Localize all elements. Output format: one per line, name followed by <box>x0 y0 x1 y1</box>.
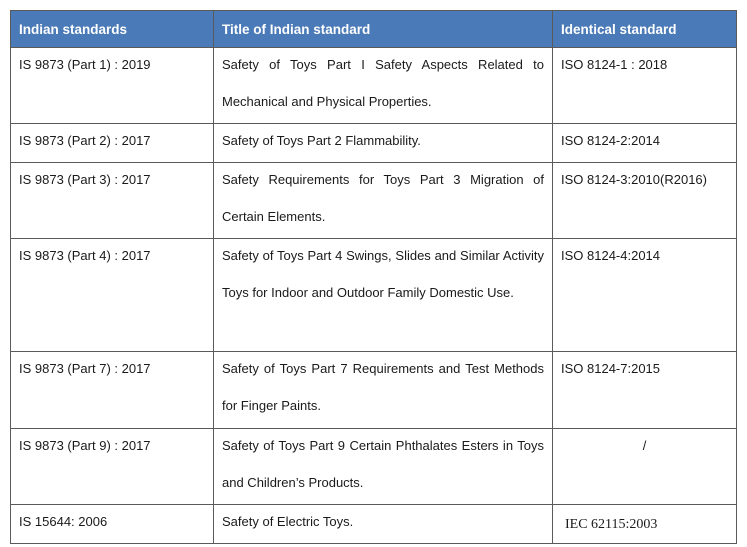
table-header <box>11 11 737 48</box>
cell-indian-standard <box>11 48 214 124</box>
cell-identical-standard <box>553 505 737 544</box>
cell-title <box>214 163 553 239</box>
title-text: Safety of Toys Part 9 Certain Phthalates Esters in Toys and Children’s Products. <box>222 438 544 490</box>
cell-indian-standard <box>11 239 214 352</box>
cell-identical-standard <box>553 352 737 429</box>
table-row <box>11 48 737 124</box>
cell-identical-standard <box>553 48 737 124</box>
cell-indian-standard <box>11 124 214 163</box>
cell-identical-standard <box>553 124 737 163</box>
indian-standard-text: IS 9873 (Part 9) : 2017 <box>19 438 151 453</box>
table-row <box>11 239 737 352</box>
cell-title <box>214 239 553 352</box>
table-row <box>11 163 737 239</box>
title-text: Safety of Toys Part 7 Requirements and Test Methods for Finger Paints. <box>222 361 544 413</box>
indian-standard-text: IS 9873 (Part 7) : 2017 <box>19 361 151 376</box>
cell-title <box>214 48 553 124</box>
identical-standard-text: ISO 8124-7:2015 <box>561 361 661 376</box>
cell-indian-standard <box>11 505 214 544</box>
cell-indian-standard <box>11 163 214 239</box>
title-text: Safety of Toys Part 4 Swings, Slides and Similar Activity Toys for Indoor and Outdoor Family Domestic Use. <box>222 248 544 300</box>
table-row <box>11 505 737 544</box>
header-title-of-indian-standard: Title of Indian standard <box>214 11 553 48</box>
indian-standard-text: IS 9873 (Part 4) : 2017 <box>19 248 151 263</box>
table-row <box>11 124 737 163</box>
identical-standard-text: IEC 62115:2003 <box>565 517 658 532</box>
table-body <box>11 48 737 544</box>
cell-indian-standard <box>11 429 214 505</box>
header-row <box>11 11 737 48</box>
indian-standard-text: IS 9873 (Part 3) : 2017 <box>19 172 151 187</box>
indian-standard-text: IS 9873 (Part 2) : 2017 <box>19 133 151 148</box>
cell-indian-standard <box>11 352 214 429</box>
indian-standard-text: IS 15644: 2006 <box>19 514 108 529</box>
indian-standard-text: IS 9873 (Part 1) : 2019 <box>19 57 151 72</box>
table-row <box>11 352 737 429</box>
title-text: Safety of Toys Part 2 Flammability. <box>222 133 421 148</box>
identical-standard-text: ISO 8124-4:2014 <box>561 248 661 263</box>
title-text: Safety of Toys Part I Safety Aspects Related to Mechanical and Physical Properties. <box>222 57 544 109</box>
header-indian-standards: Indian standards <box>11 11 214 48</box>
cell-title <box>214 352 553 429</box>
cell-title <box>214 124 553 163</box>
standards-table <box>10 10 737 544</box>
identical-standard-text: / <box>642 438 647 453</box>
cell-title <box>214 505 553 544</box>
title-text: Safety Requirements for Toys Part 3 Migration of Certain Elements. <box>222 172 544 224</box>
cell-identical-standard <box>553 429 737 505</box>
identical-standard-text: ISO 8124-2:2014 <box>561 133 661 148</box>
cell-title <box>214 429 553 505</box>
title-text: Safety of Electric Toys. <box>222 514 354 529</box>
table-row <box>11 429 737 505</box>
header-identical-standard: Identical standard <box>553 11 737 48</box>
standards-table-wrapper <box>10 10 737 544</box>
cell-identical-standard <box>553 239 737 352</box>
cell-identical-standard <box>553 163 737 239</box>
identical-standard-text: ISO 8124-3:2010(R2016) <box>561 172 707 187</box>
identical-standard-text: ISO 8124-1 : 2018 <box>561 57 668 72</box>
